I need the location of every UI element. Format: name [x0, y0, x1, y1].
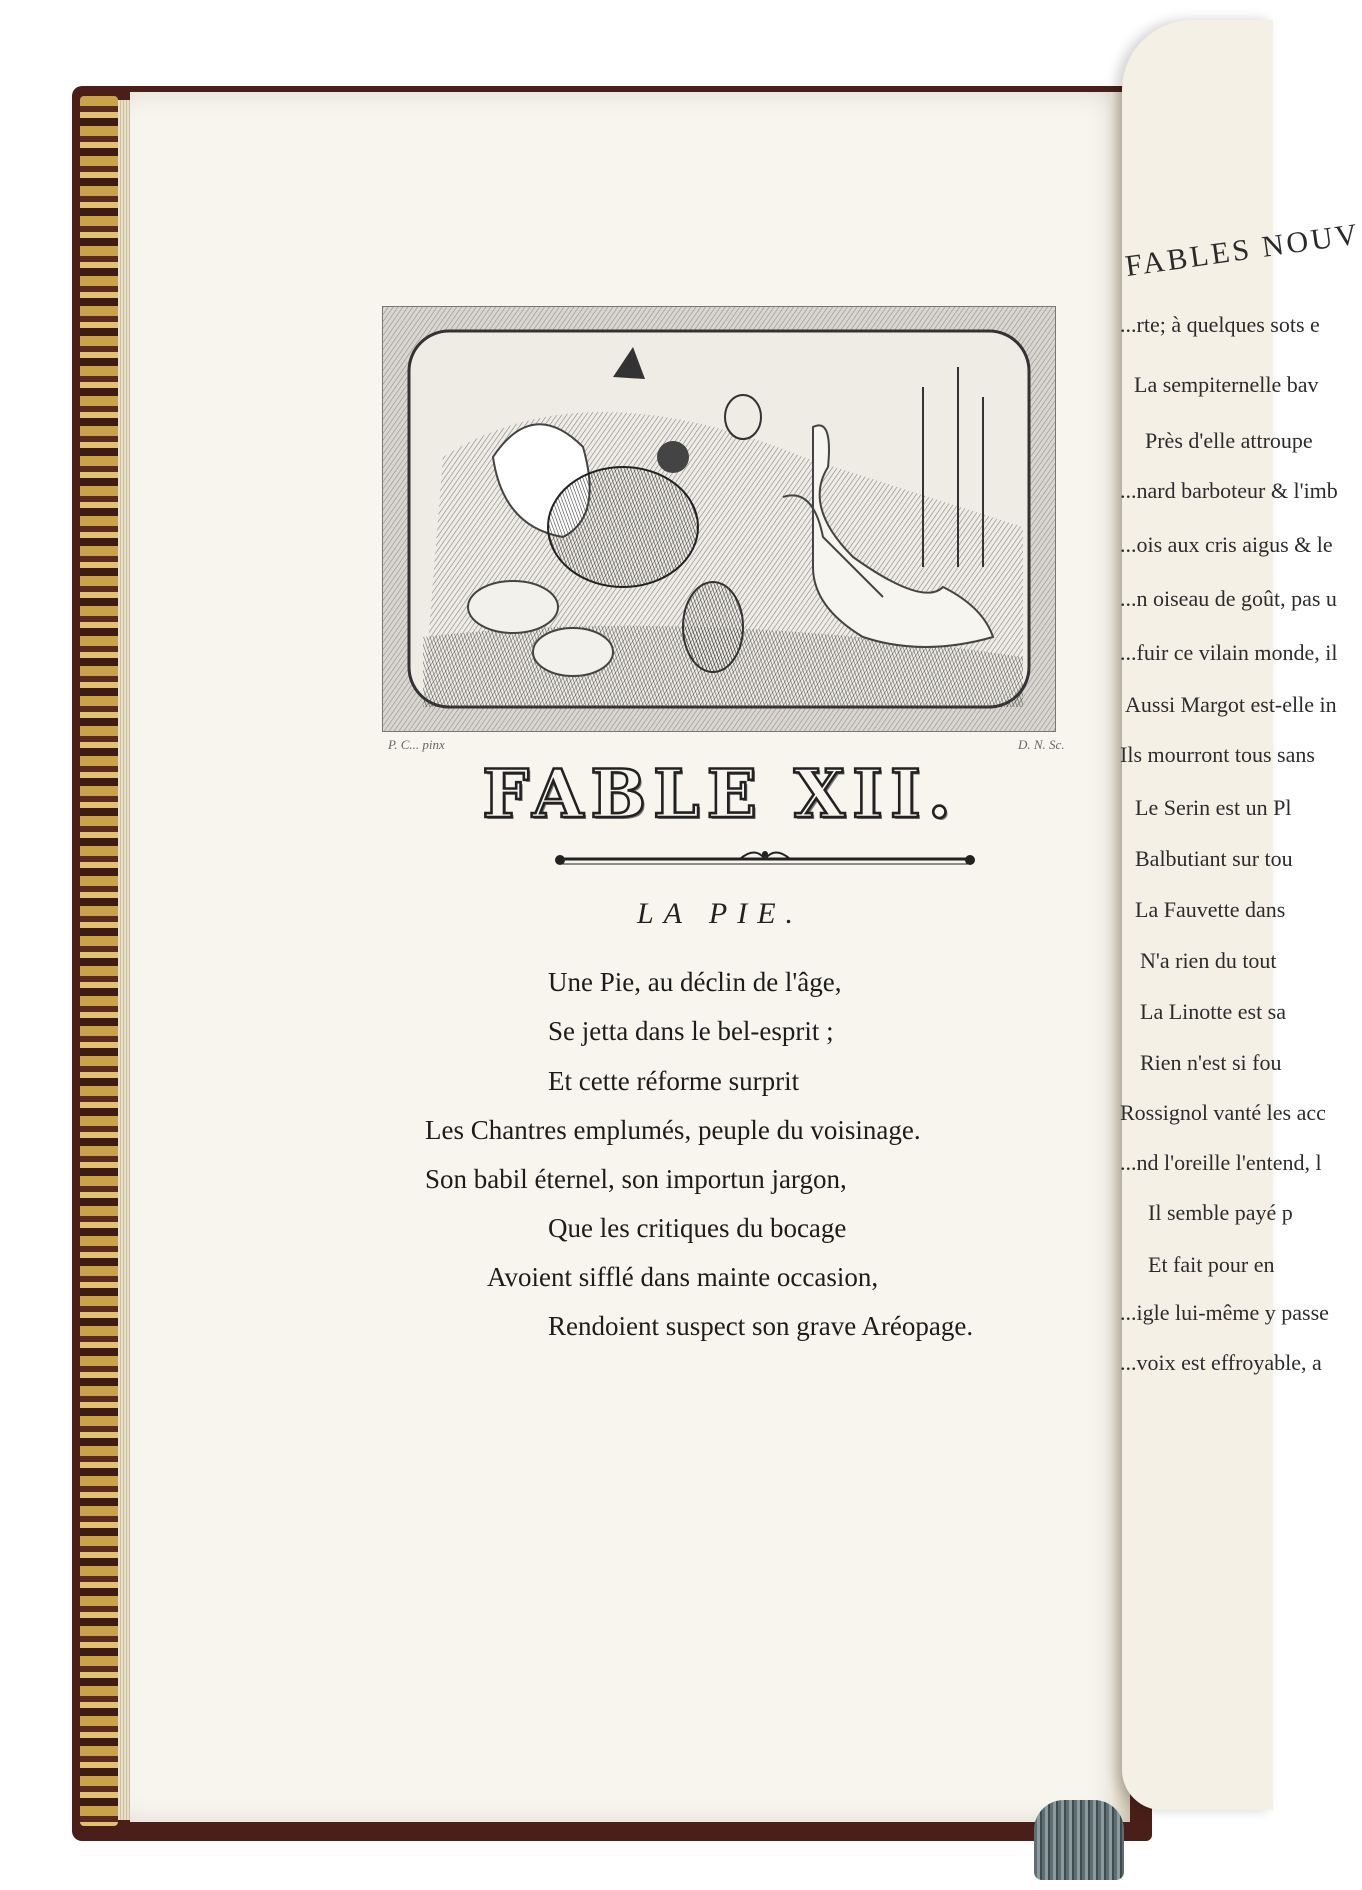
verse-line-8: Rendoient suspect son grave Aréopage. — [548, 1311, 974, 1341]
facing-line: ...ois aux cris aigus & le — [1120, 532, 1333, 557]
facing-line: N'a rien du tout — [1140, 948, 1277, 973]
fable-number-heading: FABLE XII. — [482, 755, 958, 833]
facing-line: Près d'elle attroupe — [1145, 428, 1313, 453]
facing-line: Rossignol vanté les acc — [1120, 1100, 1326, 1125]
facing-page-running-head: FABLES NOUV — [1123, 217, 1362, 284]
facing-line: ...n oiseau de goût, pas u — [1120, 586, 1337, 611]
facing-line: ...voix est effroyable, a — [1120, 1350, 1322, 1375]
facing-line: Ils mourront tous sans — [1120, 742, 1315, 767]
engraved-vignette-illustration — [382, 306, 1056, 732]
facing-line: La Linotte est sa — [1140, 999, 1287, 1024]
verse-line-1: Une Pie, au déclin de l'âge, — [548, 967, 842, 997]
facing-line: ...igle lui-même y passe — [1120, 1300, 1329, 1325]
facing-line: La Fauvette dans — [1135, 897, 1286, 922]
facing-line: Rien n'est si fou — [1140, 1050, 1282, 1075]
verse-line-6: Que les critiques du bocage — [548, 1213, 847, 1243]
bookmark-ribbon — [1034, 1800, 1124, 1880]
facing-line: ...rte; à quelques sots e — [1120, 312, 1320, 337]
fable-title: LA PIE. — [636, 897, 804, 930]
facing-line: ...fuir ce vilain monde, il — [1120, 640, 1338, 665]
facing-line: ...nd l'oreille l'entend, l — [1120, 1150, 1322, 1175]
verse-line-5: Son babil éternel, son importun jargon, — [425, 1164, 847, 1194]
verse-line-4: Les Chantres emplumés, peuple du voisinage. — [425, 1115, 921, 1145]
facing-line: Il semble payé p — [1148, 1200, 1293, 1225]
facing-line: ...nard barboteur & l'imb — [1120, 478, 1338, 503]
facing-line: Balbutiant sur tou — [1135, 846, 1293, 871]
verse-line-2: Se jetta dans le bel-esprit ; — [548, 1016, 834, 1046]
engraving-credit-painter: P. C... pinx — [388, 737, 445, 752]
ornamental-rule — [550, 846, 980, 872]
verse-line-3: Et cette réforme surprit — [548, 1066, 800, 1096]
gilt-tooled-spine-edge — [80, 96, 118, 1826]
facing-line: Et fait pour en — [1148, 1252, 1275, 1277]
verse-line-7: Avoient sifflé dans mainte occasion, — [487, 1262, 879, 1292]
facing-line: La sempiternelle bav — [1134, 372, 1319, 397]
facing-line: Le Serin est un Pl — [1135, 795, 1292, 820]
engraving-credit-engraver: D. N. Sc. — [1018, 737, 1065, 752]
facing-line: Aussi Margot est-elle in — [1125, 692, 1337, 717]
